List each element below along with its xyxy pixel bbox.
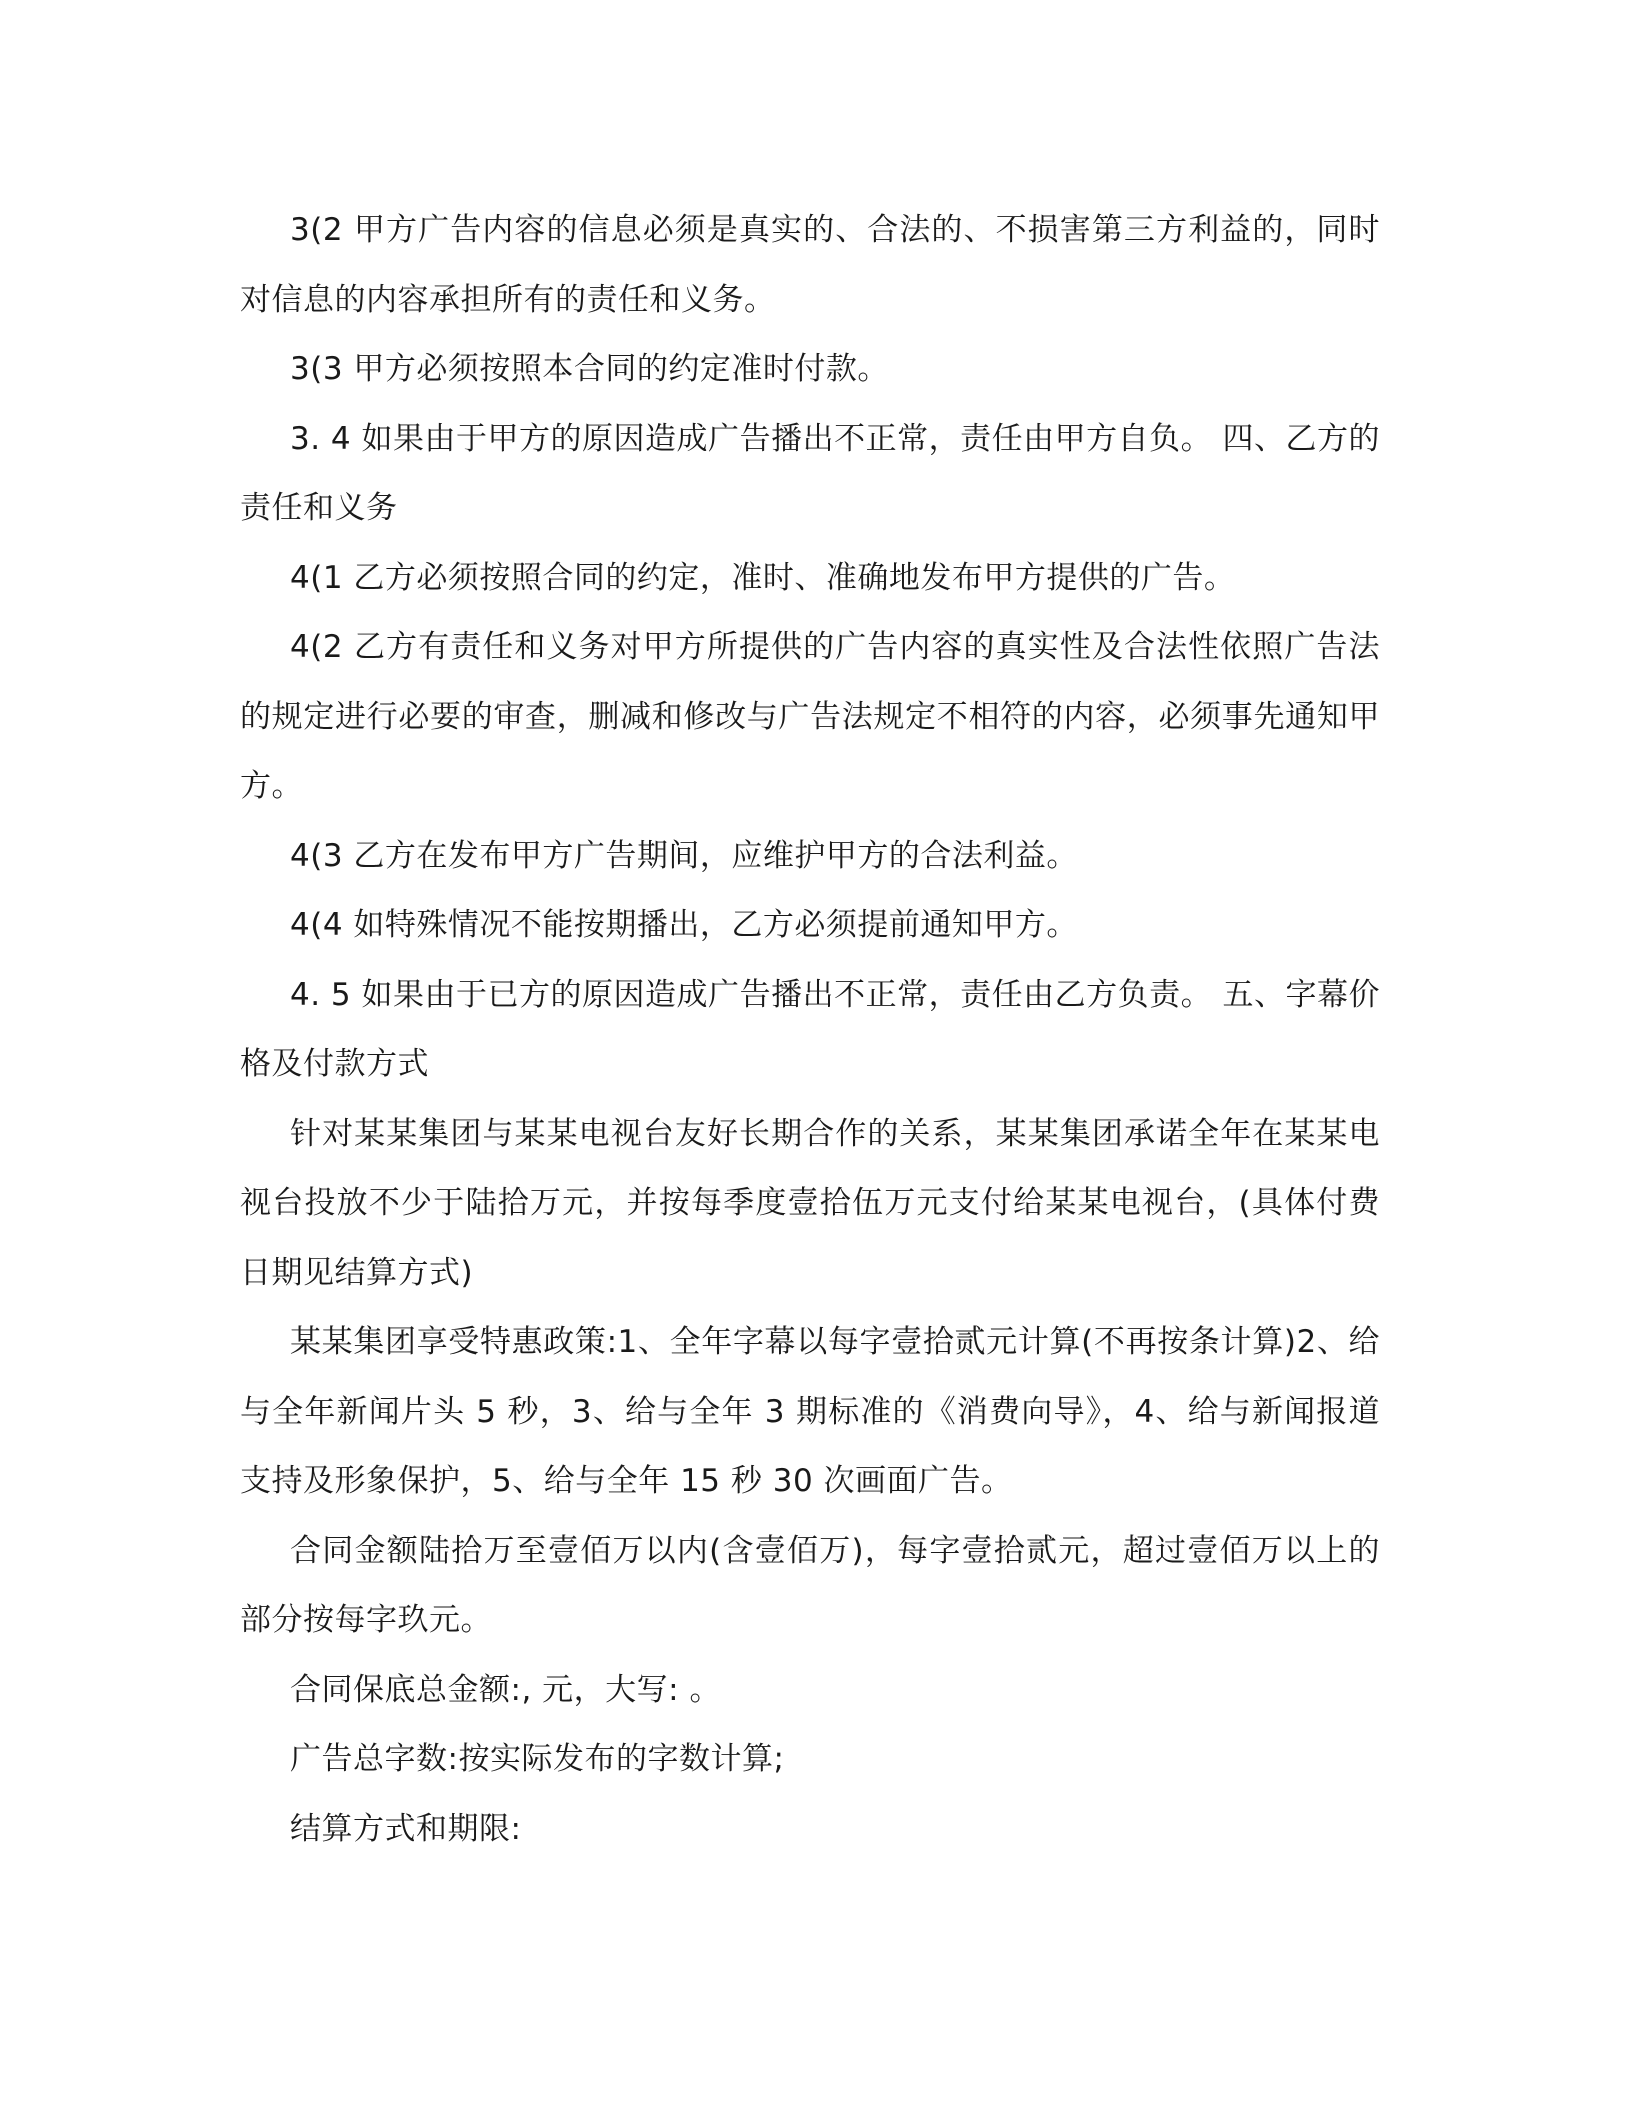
paragraph-4-5: 4. 5 如果由于已方的原因造成广告播出不正常，责任由乙方负责。 五、字幕价格及付款方式 [240, 976, 1380, 1082]
paragraph-3-4: 3. 4 如果由于甲方的原因造成广告播出不正常，责任由甲方自负。 四、乙方的责任和义务 [240, 420, 1380, 526]
paragraph-4-4: 4(4 如特殊情况不能按期播出，乙方必须提前通知甲方。 [290, 907, 1078, 943]
paragraph-3-3: 3(3 甲方必须按照本合同的约定准时付款。 [290, 351, 889, 387]
paragraph-3-2: 3(2 甲方广告内容的信息必须是真实的、合法的、不损害第三方利益的，同时对信息的内容承担所有的责任和义务。 [240, 212, 1380, 318]
paragraph-4-3: 4(3 乙方在发布甲方广告期间，应维护甲方的合法利益。 [290, 837, 1078, 874]
paragraph-preferential-policy: 某某集团享受特惠政策:1、全年字幕以每字壹拾贰元计算(不再按条计算)2、给与全年新闻片头 5 秒，3、给与全年 3 期标准的《消费向导》，4、给与新闻报道支持及形象保护，5、给与全年 15 秒 30 次画面广告。 [240, 1324, 1380, 1499]
paragraph-cooperation: 针对某某集团与某某电视台友好长期合作的关系，某某集团承诺全年在某某电视台投放不少于陆拾万元，并按每季度壹拾伍万元支付给某某电视台，(具体付费日期见结算方式) [240, 1115, 1380, 1291]
paragraph-4-1: 4(1 乙方必须按照合同的约定，准时、准确地发布甲方提供的广告。 [290, 559, 1236, 596]
paragraph-settlement: 结算方式和期限: [290, 1810, 522, 1847]
paragraph-contract-amount: 合同金额陆拾万至壹佰万以内(含壹佰万)，每字壹拾贰元，超过壹佰万以上的部分按每字玖元。 [240, 1532, 1380, 1638]
document-body [240, 196, 1380, 1864]
paragraph-guaranteed-amount: 合同保底总金额:, 元，大写: 。 [290, 1671, 721, 1708]
paragraph-4-2: 4(2 乙方有责任和义务对甲方所提供的广告内容的真实性及合法性依照广告法的规定进行必要的审查，删减和修改与广告法规定不相符的内容，必须事先通知甲方。 [240, 629, 1380, 804]
paragraph-total-words: 广告总字数:按实际发布的字数计算; [290, 1741, 785, 1777]
